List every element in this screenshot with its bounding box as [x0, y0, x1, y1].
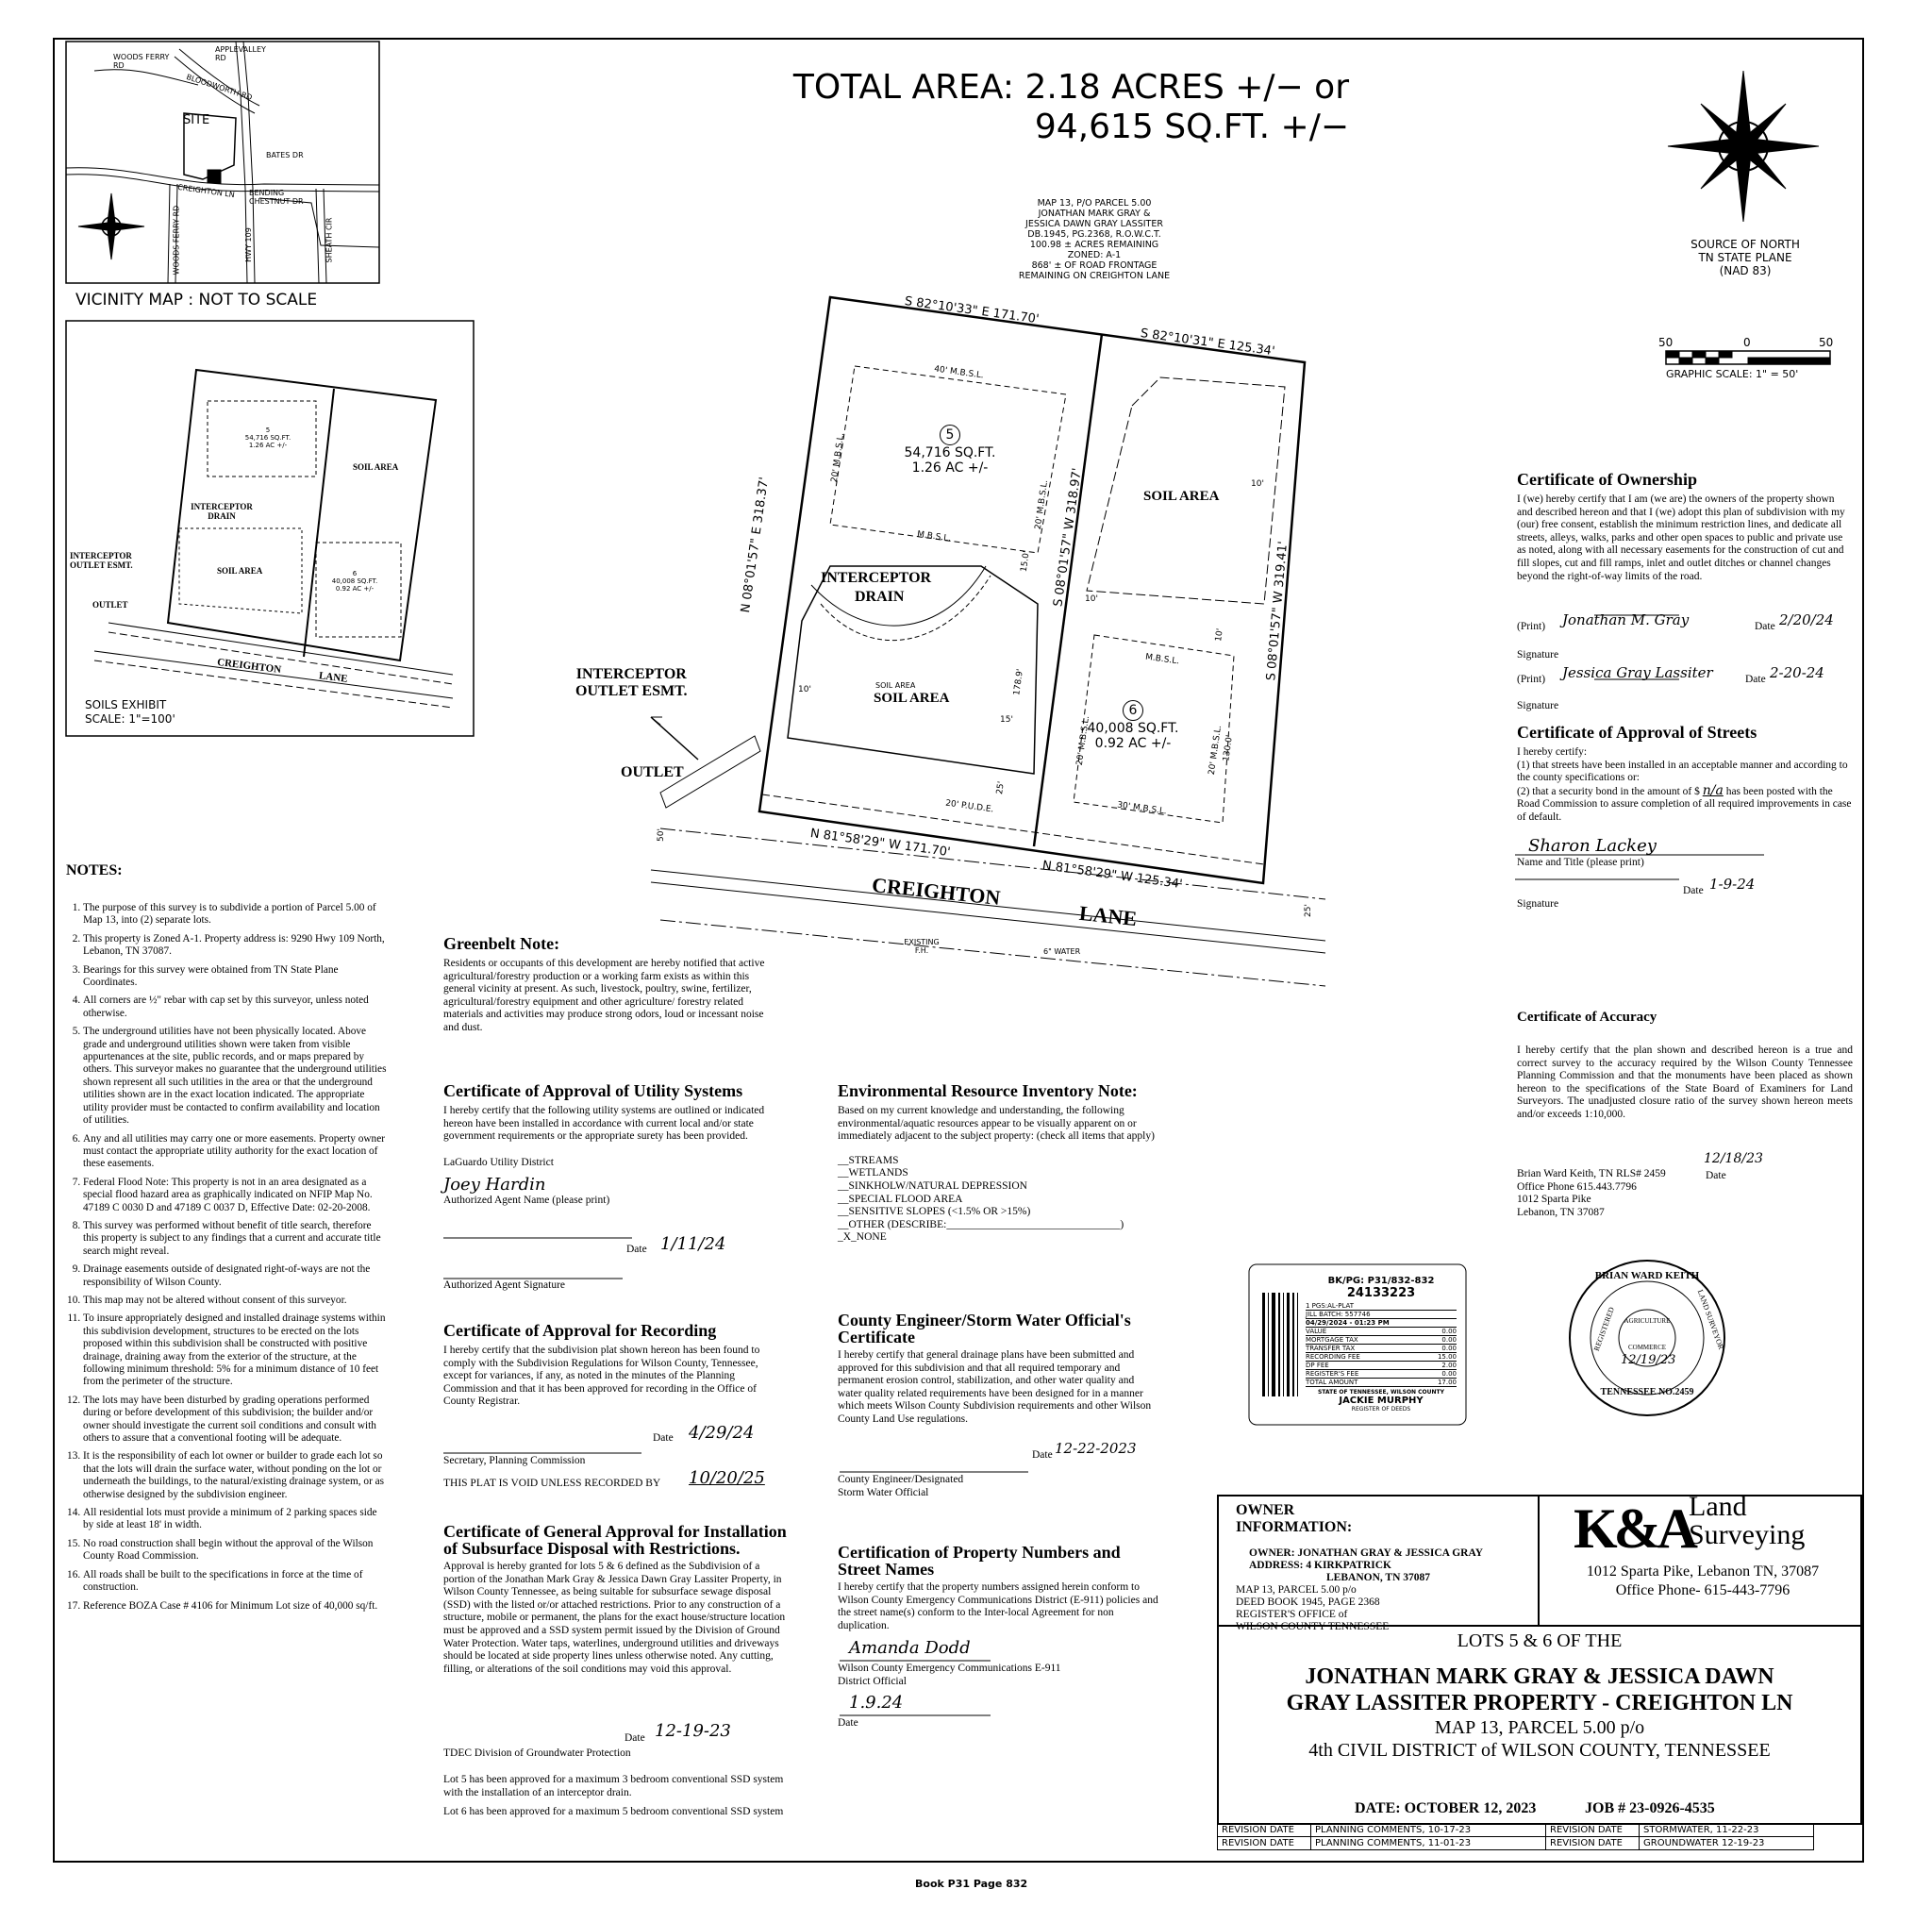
bearing-top-left: S 82°10'33" E 171.70': [903, 294, 1041, 327]
title-job: JOB # 23-0926-4535: [1585, 1800, 1715, 1816]
note-item: 9. Drainage easements outside of designated right-of-ways are not the responsibility of Wilson County.: [83, 1263, 389, 1289]
outlet-esmt-label: [575, 666, 688, 700]
lot6-number: 6: [1123, 700, 1143, 721]
vicinity-road-label: APPLEVALLEY RD: [215, 45, 266, 62]
adjoiner-line: DB.1945, PG.2368, R.O.W.C.T.: [1027, 229, 1161, 240]
streets-line3: [1517, 782, 1853, 825]
soils-caption-line: SOILS EXHIBIT: [85, 698, 167, 711]
utility-date-label: Date: [626, 1244, 647, 1255]
stamp-row-value: 2.00: [1441, 1362, 1457, 1369]
streets-name-sig: Sharon Lackey: [1528, 836, 1657, 856]
streets-date-label: Date: [1683, 885, 1704, 896]
stamp-row-label: RECORDING FEE: [1306, 1353, 1360, 1361]
mbsl-30-label: 30' M.B.S.L.: [1116, 800, 1168, 817]
ownership-title: Certificate of Ownership: [1517, 470, 1697, 489]
utility-body: I hereby certify that the following utility systems are outlined or indicated hereon have been installed in accordance with current local and/or state government requirements or the appropriate surety has been provided.: [443, 1105, 765, 1143]
env-title: Environmental Resource Inventory Note:: [838, 1081, 1138, 1100]
scale-right: 50: [1819, 336, 1834, 349]
adjoiner-line: 100.98 ± ACRES REMAINING: [1029, 240, 1159, 250]
mbsl-20-label: 20' M.B.S.L.: [829, 432, 847, 483]
storm-sig-label: County Engineer/Designated Storm Water Official: [838, 1474, 964, 1498]
soils-caption-line: SCALE: 1"=100': [85, 712, 175, 726]
vicinity-road-label: WOODS FERRY RD: [172, 205, 181, 276]
owner-heading-2: INFORMATION:: [1236, 1519, 1353, 1535]
note-item: 4. All corners are ½" rebar with cap set by this surveyor, unless noted otherwise.: [83, 995, 389, 1020]
env-item: __SENSITIVE SLOPES (<1.5% OR >15%): [838, 1206, 1031, 1218]
void-text: THIS PLAT IS VOID UNLESS RECORDED BY: [443, 1478, 661, 1489]
seal-mid2: COMMERCE: [1627, 1344, 1667, 1351]
pude-label: 20' P.U.D.E.: [944, 798, 994, 815]
note-item: 10. This map may not be altered without consent of this surveyor.: [83, 1295, 389, 1307]
revision-cell: REVISION DATE: [1218, 1837, 1311, 1850]
outlet-label: OUTLET: [621, 764, 684, 780]
mbsl-label: M.B.S.L.: [916, 529, 952, 544]
note-item: 8. This survey was performed without benefit of title search, therefore this property is subject to any findings that a current and accurate title search might reveal.: [83, 1220, 389, 1258]
lot5-number: 5: [940, 425, 960, 445]
hydrant-label: EXISTING F.H.: [904, 938, 940, 955]
vicinity-site-label: SITE: [183, 113, 210, 127]
notes-title: NOTES:: [66, 862, 123, 878]
bearing-top-right: S 82°10'31" E 125.34': [1139, 326, 1276, 359]
env-item: __OTHER (DESCRIBE:________________________________): [838, 1218, 1124, 1230]
storm-date: 12-22-2023: [1055, 1440, 1137, 1457]
owner-name: OWNER: JONATHAN GRAY & JESSICA GRAY: [1249, 1547, 1484, 1559]
stamp-row-label: MORTGAGE TAX: [1306, 1336, 1358, 1344]
mbsl-20-label: 20' M.B.S.L.: [1033, 479, 1051, 530]
adjoiner-line: ZONED: A-1: [1067, 250, 1122, 260]
area-line-2: 94,615 SQ.FT. +/−: [1034, 108, 1349, 146]
stamp-row: [1306, 1328, 1457, 1336]
revision-row: [1218, 1837, 1814, 1850]
soils-lot-ac: 1.26 AC +/-: [248, 442, 288, 449]
owner-county: WILSON COUNTY TENNESSEE: [1236, 1621, 1390, 1632]
ownership-sig-label: Signature: [1517, 700, 1559, 711]
note-item: 17. Reference BOZA Case # 4106 for Minimum Lot size of 40,000 sq/ft.: [83, 1600, 389, 1613]
lot6-label: [1081, 700, 1185, 751]
subsurface-sig-label: TDEC Division of Groundwater Protection: [443, 1747, 631, 1759]
mbsl-label: M.B.S.L.: [1144, 652, 1180, 667]
stamp-row-label: 1 PGS:AL-PLAT: [1306, 1302, 1355, 1310]
note-item: 15. No road construction shall begin without the approval of the Wilson County Road Commission.: [83, 1538, 389, 1563]
stamp-row-label: DP FEE: [1306, 1362, 1329, 1369]
recording-date-label: Date: [653, 1432, 674, 1444]
stamp-row: [1306, 1362, 1457, 1370]
company-logo: K&A: [1574, 1497, 1694, 1560]
recording-date: 4/29/24: [689, 1423, 755, 1443]
area-line-1: TOTAL AREA: 2.18 ACRES +/− or: [792, 68, 1349, 107]
note-item: 11. To insure appropriately designed and installed drainage systems within this subdivision development, structures to be erected on the lots proposed within this subdivision shall be constructed with positive drainage, draining away from the exterior of the structure, at the following minimum threshold: 5% for a minimum distance of 10 feet from the perimeter of the structure.: [83, 1312, 389, 1388]
bearing-middle: S 08°01'57" W 318.97': [1051, 467, 1085, 608]
streets-line2: (1) that streets have been installed in an acceptable manner and according to the county specifications or:: [1517, 759, 1848, 784]
lot5-sqft: 54,716 SQ.FT.: [904, 445, 996, 460]
owner1-print: Jonathan M. Gray: [1562, 611, 1690, 628]
e911-cert: [838, 1544, 1158, 1632]
owner-city: LEBANON, TN 37087: [1326, 1572, 1431, 1583]
vicinity-road-label: HWY 109: [243, 227, 253, 262]
stamp-row: [1306, 1370, 1457, 1379]
adjoiner-line: 868' ± OF ROAD FRONTAGE: [1031, 260, 1158, 271]
stamp-state: STATE OF TENNESSEE, WILSON COUNTY: [1317, 1389, 1444, 1396]
subsurface-body: Approval is hereby granted for lots 5 & 6 defined as the Subdivision of a portion of the Jonathan Mark Gray & Jessica Dawn Gray Lassiter Property, in Wilson County Tennessee, as being suitable for subsurface sewage disposal (SSD) with the listed or/or attached restrictions. Prior to any construction of a structure, mobile or permanent, the plans for the exact house/structure location must be approved and a SSD system permit issued by the Division of Ground Water Protection. Water taps, waterlines, underground utilities and driveways should be located at side property lines unless otherwise noted. Any cutting, filling, or alterations of the soil conditions may void this approval.: [443, 1561, 786, 1675]
dim-label: 178.9': [1012, 668, 1026, 696]
note-item: 5. The underground utilities have not been physically located. Above grade and underground utilities shown were taken from visible appurtenances at the site, public records, and or maps prepared by others. This surveyor makes no guarantee that the underground utilities shown represent all such utilities in the area or that the underground utilities shown are in the exact location indicated. The appropriate utility provider must be contacted to confirm availability and location of utilities.: [83, 1026, 389, 1127]
company-name-1: Land: [1689, 1491, 1747, 1522]
dim-label: 50': [656, 828, 666, 842]
e911-date: 1.9.24: [849, 1693, 904, 1713]
utility-name-sig: Joey Hardin: [443, 1175, 546, 1195]
utility-title: Certificate of Approval of Utility Systems: [443, 1081, 743, 1100]
soils-lot-sqft: 40,008 SQ.FT.: [331, 577, 378, 585]
north-source: [1670, 238, 1821, 277]
accuracy-date-label: Date: [1706, 1170, 1726, 1181]
revision-table: [1217, 1823, 1814, 1850]
recording-title: Certificate of Approval for Recording: [443, 1321, 717, 1340]
vicinity-caption: VICINITY MAP : NOT TO SCALE: [75, 291, 318, 309]
bearing-bottom-left: N 81°58'29" W 171.70': [808, 827, 952, 861]
dim-label: 10': [1251, 479, 1264, 489]
env-item: __WETLANDS: [838, 1167, 908, 1179]
utility-cert: [443, 1081, 783, 1208]
stamp-row-value: 0.00: [1441, 1336, 1457, 1344]
vicinity-road-label: SHEATH CIR: [325, 217, 334, 263]
surveyor-addr1: 1012 Sparta Pike: [1517, 1194, 1591, 1206]
void-date: 10/20/25: [689, 1468, 765, 1488]
dim-label: 25': [1303, 904, 1313, 917]
lot5-ac: 1.26 AC +/-: [911, 460, 989, 476]
subsurface-cert: [443, 1523, 792, 1676]
road-name-2: LANE: [1077, 900, 1139, 931]
stamp-row: [1306, 1345, 1457, 1353]
stamp-row-label: TOTAL AMOUNT: [1306, 1379, 1358, 1386]
title-text: [1217, 1630, 1862, 1762]
surveyor-phone: Office Phone 615.443.7796: [1517, 1180, 1637, 1193]
revision-cell: GROUNDWATER 12-19-23: [1640, 1837, 1814, 1850]
ownership-body: I (we) hereby certify that I am (we are) the owners of the property shown and described hereon and that I (we) adopt this plan of subdivision with my (our) free consent, establish the minimum restriction lines, and dedicate all streets, alleys, walks, parks and other open spaces to public and private use as noted, along with all necessary easements for the construction of cut and fill slopes, cut and fill ramps, inlet and outlet ditches or channel changes beyond the right-of-way limits of the road.: [1517, 493, 1845, 582]
stamp-row: [1306, 1319, 1457, 1328]
streets-title: Certificate of Approval of Streets: [1517, 723, 1757, 742]
water-label: 6" WATER: [1043, 947, 1081, 956]
soil-area-right: SOIL AREA: [1143, 489, 1220, 504]
scale-label: GRAPHIC SCALE: 1" = 50': [1666, 368, 1799, 380]
title-line-1: LOTS 5 & 6 OF THE: [1457, 1630, 1623, 1651]
vicinity-road-label: BATES DR: [266, 151, 304, 159]
company-name: [1689, 1493, 1805, 1549]
subsurface-lot5: Lot 5 has been approved for a maximum 3 bedroom conventional SSD system with the installation of an interceptor drain.: [443, 1774, 784, 1798]
bearing-bottom-right: N 81°58'29" W 125.34': [1041, 859, 1184, 893]
env-item: __STREAMS: [838, 1154, 899, 1166]
accuracy-contact: [1517, 1168, 1666, 1219]
note-item: 3. Bearings for this survey were obtained from TN State Plane Coordinates.: [83, 964, 389, 990]
lot6-sqft: 40,008 SQ.FT.: [1087, 721, 1179, 736]
streets-sig-label: Signature: [1517, 898, 1559, 910]
seal-mid: AGRICULTURE: [1624, 1317, 1671, 1325]
note-item: 16. All roads shall be built to the specifications in force at the time of construction.: [83, 1569, 389, 1595]
owner-map: MAP 13, PARCEL 5.00 p/o: [1236, 1584, 1357, 1596]
title-line-4: MAP 13, PARCEL 5.00 p/o: [1434, 1717, 1645, 1738]
company-address: 1012 Sparta Pike, Lebanon TN, 37087: [1586, 1563, 1820, 1580]
env-item: _X_NONE: [838, 1231, 887, 1244]
dim-label: 15.0': [1019, 550, 1032, 573]
revision-cell: PLANNING COMMENTS, 10-17-23: [1311, 1824, 1546, 1837]
soils-lot6: [328, 570, 381, 593]
greenbelt-title: Greenbelt Note:: [443, 934, 560, 953]
utility-district: LaGuardo Utility District: [443, 1156, 554, 1168]
interceptor-label: INTERCEPTOR: [821, 570, 932, 586]
owner2-date: 2-20-24: [1770, 664, 1824, 681]
scale-mid: 0: [1743, 336, 1751, 349]
vicinity-road-label: WOODS FERRY RD: [113, 53, 170, 70]
soils-lot5: [242, 426, 294, 449]
outlet-esmt-line: INTERCEPTOR: [575, 666, 687, 682]
accuracy-title: Certificate of Accuracy: [1517, 1010, 1657, 1025]
note-item: 7. Federal Flood Note: This property is not in an area designated as a special flood hazard area as graphically indicated on NFIP Map No. 47189 C 0030 D and 47189 C 0037 D, Effective Date: 02-20-2008.: [83, 1177, 389, 1214]
streets-date: 1-9-24: [1709, 876, 1756, 893]
env-item: __SPECIAL FLOOD AREA: [838, 1193, 963, 1205]
streets-cert: [1517, 723, 1853, 825]
seal-right: LAND SURVEYOR: [1695, 1288, 1725, 1351]
soil-area-left: SOIL AREA: [874, 691, 950, 706]
surveyor-addr2: Lebanon, TN 37087: [1517, 1206, 1605, 1218]
notes-list: [57, 902, 389, 1618]
ownership-print-label: (Print): [1517, 621, 1546, 632]
stamp-row-label: REGISTER'S FEE: [1306, 1370, 1359, 1378]
vicinity-road-label: BLOODWORTH RD: [185, 72, 254, 103]
stamp-register-title: REGISTER OF DEEDS: [1351, 1406, 1411, 1413]
vicinity-road-label: CREIGHTON LN: [176, 182, 236, 200]
title-line-2: JONATHAN MARK GRAY & JESSICA DAWN: [1305, 1664, 1774, 1689]
title-divider: [1538, 1495, 1540, 1627]
stamp-register: JACKIE MURPHY: [1339, 1396, 1424, 1406]
stamp-row-label: VALUE: [1306, 1328, 1327, 1335]
mbsl-20-label: 20' M.B.S.L.: [1207, 725, 1224, 776]
stamp-row-label: JILL BATCH: 557746: [1306, 1311, 1371, 1318]
env-body: Based on my current knowledge and understanding, the following environmental/aquatic resources appear to be visually apparent on or immediately adjacent to the subject property: (check all items that apply): [838, 1105, 1155, 1143]
soils-label: INTERCEPTOR OUTLET ESMT.: [70, 551, 133, 570]
surveyor-name: Brian Ward Keith, TN RLS# 2459: [1517, 1168, 1666, 1179]
subsurface-title: Certificate of General Approval for Installation of Subsurface Disposal with Restrictions.: [443, 1522, 787, 1558]
company-name-2: Surveying: [1689, 1519, 1806, 1550]
storm-cert: [838, 1312, 1158, 1427]
revision-row: [1218, 1824, 1814, 1837]
soils-caption: [85, 698, 175, 727]
stamp-row-value: 17.00: [1437, 1379, 1457, 1386]
stamp-row-value: 15.00: [1437, 1353, 1457, 1361]
recording-sig-label: Secretary, Planning Commission: [443, 1455, 586, 1466]
subsurface-date: 12-19-23: [655, 1721, 731, 1741]
dim-label: 15': [1000, 715, 1013, 725]
soils-label: SOIL AREA: [217, 566, 263, 576]
north-source-line: TN STATE PLANE: [1698, 251, 1792, 264]
soils-lot-num: 6: [352, 570, 358, 577]
soils-label: CREIGHTON: [216, 656, 282, 677]
ownership-date-label: Date: [1755, 621, 1775, 632]
adjoiner-line: JONATHAN MARK GRAY &: [1038, 209, 1151, 219]
adjoiner-line: JESSICA DAWN GRAY LASSITER: [1025, 219, 1163, 229]
company-phone: Office Phone- 615-443-7796: [1615, 1582, 1790, 1598]
accuracy-cert: [1517, 1010, 1853, 1122]
title-line-3: GRAY LASSITER PROPERTY - CREIGHTON LN: [1286, 1691, 1793, 1715]
scale-left: 50: [1658, 336, 1674, 349]
note-item: 13. It is the responsibility of each lot owner or builder to grade each lot so that the lots will drain the surface water, without ponding on the lot or underneath the buildings, to the natural/existing drainage system, or as otherwise designed by the subdivision engineer.: [83, 1450, 389, 1501]
subsurface-lot6: Lot 6 has been approved for a maximum 5 bedroom conventional SSD system: [443, 1806, 784, 1817]
note-item: 6. Any and all utilities may carry one or more easements. Property owner must contact the appropriate utility authority for the exact location of these easements.: [83, 1133, 389, 1171]
stamp-row: [1306, 1302, 1457, 1311]
north-source-line: (NAD 83): [1719, 264, 1772, 277]
soils-label: INTERCEPTOR DRAIN: [191, 502, 253, 521]
storm-date-label: Date: [1032, 1449, 1053, 1461]
utility-sig-label: Authorized Agent Signature: [443, 1279, 566, 1291]
outlet-esmt-line: OUTLET ESMT.: [575, 683, 688, 699]
vicinity-road-label: BENDING CHESTNUT DR: [249, 189, 304, 206]
bearing-left: N 08°01'57" E 318.37': [739, 476, 773, 614]
note-item: 12. The lots may have been disturbed by grading operations performed during or before development of this subdivision; the builder and/or owner should investigate the current soil conditions and consult with others to assure that a conventional footing will be adequate.: [83, 1395, 389, 1446]
stamp-row: [1306, 1353, 1457, 1362]
stamp-row: [1306, 1336, 1457, 1345]
recording-stamp: [1306, 1276, 1457, 1413]
e911-name-sig: Amanda Dodd: [849, 1638, 971, 1658]
stamp-bkpg: BK/PG: P31/832-832: [1327, 1276, 1435, 1286]
env-item: __SINKHOLW/NATURAL DEPRESSION: [838, 1179, 1027, 1192]
owner-address: ADDRESS: 4 KIRKPATRICK: [1249, 1560, 1392, 1571]
storm-body: I hereby certify that general drainage plans have been submitted and approved for this subdivision and that all required temporary and permanent erosion control, stabilization, and other water quality and water quality related requirements have been designed for in a manner which meets Wilson County Subdivision requirements and other Wilson County Land Use regulations.: [838, 1349, 1152, 1425]
lot6-ac: 0.92 AC +/-: [1094, 736, 1172, 751]
title-line-5: 4th CIVIL DISTRICT of WILSON COUNTY, TENNESSEE: [1308, 1740, 1771, 1761]
stamp-row-value: 0.00: [1441, 1370, 1457, 1378]
note-item: 14. All residential lots must provide a minimum of 2 parking spaces side by side at least 18' in width.: [83, 1507, 389, 1532]
owner-heading-1: OWNER: [1236, 1502, 1295, 1518]
soils-label: OUTLET: [92, 600, 128, 610]
dim-label: 10': [1214, 627, 1225, 643]
revision-cell: PLANNING COMMENTS, 11-01-23: [1311, 1837, 1546, 1850]
e911-title: Certification of Property Numbers and Street Names: [838, 1543, 1121, 1579]
stamp-table: [1306, 1302, 1457, 1387]
ownership-date-label: Date: [1745, 674, 1766, 685]
streets-bond: n/a: [1702, 782, 1724, 798]
e911-sig-label: Wilson County Emergency Communications E-911 District Official: [838, 1663, 1061, 1687]
owner-info-heading: [1236, 1502, 1352, 1536]
dim-label: 25': [995, 780, 1007, 795]
note-item: 1. The purpose of this survey is to subdivide a portion of Parcel 5.00 of Map 13, into (2) separate lots.: [83, 902, 389, 928]
dim-label: 10': [798, 685, 811, 694]
seal-bottom: TENNESSEE NO.2459: [1600, 1387, 1694, 1397]
seal-date: 12/19/23: [1621, 1353, 1676, 1367]
storm-title: County Engineer/Storm Water Official's Certificate: [838, 1311, 1131, 1346]
note-item: 2. This property is Zoned A-1. Property address is: 9290 Hwy 109 North, Lebanon, TN 37087.: [83, 933, 389, 959]
bearing-right: S 08°01'57" W 319.41': [1264, 541, 1291, 681]
accuracy-date: 12/18/23: [1704, 1151, 1763, 1166]
ownership-sig-label: Signature: [1517, 649, 1559, 660]
soils-lot-num: 5: [265, 426, 271, 434]
soils-label: SOIL AREA: [353, 462, 399, 472]
owner-info: [1236, 1547, 1483, 1633]
stamp-row-label: TRANSFER TAX: [1306, 1345, 1356, 1352]
greenbelt-body: Residents or occupants of this development are hereby notified that active agricultural/forestry production or a working farm exists as within this general vicinity at present. As such, livestock, poultry, swine, fertilizer, agricultural/forestry equipment and other agriculture/ forestry related materials and activities may produce strong odors, loud or incessant noise and dust.: [443, 958, 765, 1033]
drain-label: DRAIN: [855, 589, 905, 605]
ownership-cert: [1517, 470, 1853, 583]
accuracy-body: I hereby certify that the plan shown and described hereon is a true and correct survey to the accuracy required by the Wilson County Tennessee Planning Commission and that the monuments have been placed as shown hereon to the specifications of the State Board of Examiners for Land Surveyors. The unadjusted closure ratio of the survey shown hereon meets and/or exceeds 1:10,000.: [1517, 1045, 1853, 1120]
stamp-num: 24133223: [1346, 1286, 1416, 1300]
dim-label: 10': [1085, 594, 1098, 604]
subsurface-date-label: Date: [625, 1732, 645, 1744]
owner2-print: Jessica Gray Lassiter: [1562, 664, 1713, 681]
revision-cell: REVISION DATE: [1218, 1824, 1311, 1837]
owner1-date: 2/20/24: [1779, 611, 1834, 628]
title-date: DATE: OCTOBER 12, 2023: [1355, 1800, 1537, 1816]
revision-cell: REVISION DATE: [1546, 1824, 1640, 1837]
revision-cell: STORMWATER, 11-22-23: [1640, 1824, 1814, 1837]
soils-label: LANE: [318, 670, 349, 685]
streets-name-label: Name and Title (please print): [1517, 857, 1644, 868]
soil-area-small: SOIL AREA: [875, 681, 916, 690]
adjoiner-note: [981, 198, 1208, 281]
soils-lot-sqft: 54,716 SQ.FT.: [244, 434, 291, 442]
mbsl-40-label: 40' M.B.S.L.: [933, 364, 985, 381]
utility-name-label: Authorized Agent Name (please print): [443, 1195, 610, 1207]
mbsl-20-label: 20' M.B.S.L.: [1074, 715, 1092, 766]
owner-register: REGISTER'S OFFICE of: [1236, 1609, 1348, 1620]
company-contact: [1547, 1563, 1858, 1600]
owner-deed: DEED BOOK 1945, PAGE 2368: [1236, 1597, 1380, 1608]
e911-body: I hereby certify that the property numbers assigned herein conform to Wilson County Emergency Communications District (E-911) policies and the street name(s) conform to the Inter-local Agreement for non duplication.: [838, 1581, 1158, 1631]
greenbelt-note: [443, 934, 774, 1035]
streets-line3-text: (2) that a security bond in the amount of $: [1517, 785, 1700, 797]
seal-left: REGISTERED: [1591, 1305, 1617, 1353]
seal-outer: BRIAN WARD KEITH: [1594, 1270, 1700, 1281]
soils-lot-ac: 0.92 AC +/-: [335, 585, 375, 593]
adjoiner-line: REMAINING ON CREIGHTON LANE: [1018, 271, 1171, 281]
recording-cert: [443, 1321, 783, 1409]
north-source-line: SOURCE OF NORTH: [1690, 238, 1800, 251]
stamp-row-value: 0.00: [1441, 1328, 1457, 1335]
stamp-row-value: 0.00: [1441, 1345, 1457, 1352]
dim-label: 130.0': [1222, 734, 1236, 762]
stamp-row-label: 04/29/2024 - 01:23 PM: [1306, 1319, 1390, 1327]
env-items: [838, 1155, 1177, 1245]
env-note: [838, 1081, 1177, 1245]
adjoiner-line: MAP 13, P/O PARCEL 5.00: [1037, 198, 1152, 209]
lot5-label: [898, 425, 1002, 476]
total-area: [774, 68, 1349, 147]
stamp-row: [1306, 1379, 1457, 1387]
stamp-row: [1306, 1311, 1457, 1319]
revision-cell: REVISION DATE: [1546, 1837, 1640, 1850]
streets-line1: I hereby certify:: [1517, 746, 1588, 758]
book-page-footer: Book P31 Page 832: [915, 1878, 1028, 1890]
road-name-1: CREIGHTON: [871, 872, 1002, 911]
e911-date-label: Date: [838, 1717, 858, 1729]
utility-date: 1/11/24: [660, 1234, 726, 1254]
streets-line3b-text: has been posted with the Road Commission to assure completion of all required improvements in case of default.: [1517, 785, 1852, 823]
recording-body: I hereby certify that the subdivision plat shown hereon has been found to comply with the Subdivision Regulations for Wilson County, Tennessee, except for variances, if any, as noted in the minutes of the Planning Commission and that it has been approved for recording in the Office of County Registrar.: [443, 1345, 760, 1408]
ownership-print-label: (Print): [1517, 674, 1546, 685]
